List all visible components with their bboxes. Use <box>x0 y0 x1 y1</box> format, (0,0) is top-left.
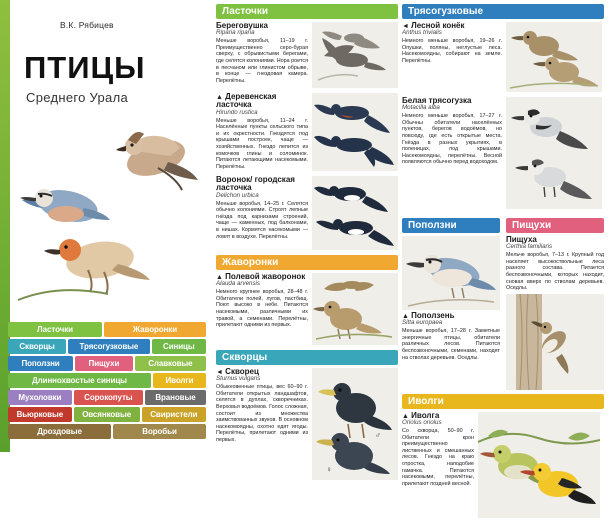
section-header-lastochki: Ласточки <box>216 4 398 19</box>
section-header-pishchuhi: Пищухи <box>506 218 604 233</box>
entry-name-text: Поползень <box>411 311 455 320</box>
bird-illustration-pishchuha <box>506 294 604 390</box>
entry-description: Мельче воробья, 7–13 г. Крупный год населяет высокоствольные леса разного состава. Питается беспозвоночными, которых находит, сновая вверх по стволам деревьев. Оседлы. <box>506 252 604 292</box>
legend-row <box>8 322 206 337</box>
entry-latin-name: Certhia familiaris <box>506 243 553 251</box>
bunting-illustration <box>44 237 150 294</box>
entry-popolzen <box>402 236 500 390</box>
entry-name <box>216 93 308 110</box>
legend-row <box>8 424 206 439</box>
bird-illustration-polevoy-zhavoronok <box>312 273 398 345</box>
legend-item[interactable]: Пищухи <box>75 356 133 371</box>
legend-item[interactable]: Воробьи <box>113 424 206 439</box>
entry-description: Обыкновенные птицы, вес 60–90 г. Обитатели открытых ландшафтов, селятся в дуплах, скворечниках. Верховья водоёмов. Голос сложная, состоит из множества заимствованных звуков. В основном насекомоядны, охотно едят ягоды. Перелётны, прилетают одними из первых. <box>216 384 308 443</box>
waxwing-illustration <box>116 132 198 190</box>
bird-illustration-belaya-tryasoguzka <box>506 97 602 209</box>
legend-item[interactable]: Длиннохвостые синицы <box>8 373 151 388</box>
legend-item[interactable]: Жаворонки <box>104 322 206 337</box>
entry-latin-name: Riparia riparia <box>216 29 255 37</box>
legend-item[interactable]: Славковые <box>135 356 206 371</box>
entry-polevoy-zhavoronok <box>216 273 398 345</box>
legend-item[interactable]: Иволги <box>153 373 206 388</box>
bird-illustration-voronok <box>312 176 398 250</box>
entry-description: Со скворца, 50–90 г. Обитатели крон преимущественно лиственных и смешанных лесов. Гнездо на краю отростка, наподобие гамачка. Питаются насекомыми, перелётны, прилетают поздней весной. <box>402 427 474 487</box>
entry-name: Белая трясогузка <box>402 96 472 105</box>
section-header-zhavoronki: Жаворонки <box>216 255 398 270</box>
section-header-tryasoguzkovye: Трясогузковые <box>402 4 604 19</box>
bullet-triangle-icon: ◄ <box>402 23 409 30</box>
svg-text:♀: ♀ <box>326 465 332 474</box>
entry-description: Меньше воробья, 14–25 г. Селятся обычно колониями. Строят лепные гнёзда под карнизами строений, чаще — каменных, под балконами, в нишах. Кормятся насекомыми — ловят в воздухе. Перелётны. <box>216 200 308 240</box>
cover-bird-illustration <box>8 110 208 310</box>
legend-item[interactable]: Трясогузковые <box>68 339 149 354</box>
bullet-triangle-icon: ▲ <box>402 313 409 320</box>
section-header-popolzni: Поползни <box>402 218 500 233</box>
entry-latin-name: Sitta europaea <box>402 319 443 327</box>
entry-belaya-tryasoguzka <box>402 97 604 209</box>
entry-description: Немного крупнее воробья, 28–48 г. Обитатели полей, лугов, пастбищ. Поют высоко в небе. Питаются насекомыми, различными их травой, а семенами. Перелётны, прилетают одними из первых. <box>216 289 308 329</box>
entry-latin-name: Hirundo rustica <box>216 108 258 116</box>
entry-latin-name: Alauda arvensis <box>216 280 261 288</box>
author-name: В.К. Рябицев <box>60 20 114 30</box>
entry-name-text: Лесной конёк <box>411 21 465 30</box>
bullet-triangle-icon: ▲ <box>216 274 223 281</box>
legend-row <box>8 407 206 422</box>
entry-latin-name: Oriolus oriolus <box>402 419 442 427</box>
bird-illustration-lesnoy-konek <box>506 22 602 92</box>
entry-latin-name: Delichon urbica <box>216 191 259 199</box>
nuthatch-illustration <box>20 185 110 227</box>
legend-item[interactable]: Врановые <box>145 390 206 405</box>
entry-lesnoy-konek <box>402 22 604 92</box>
branch-illustration <box>18 290 108 300</box>
entry-ivolga <box>402 412 604 518</box>
entry-name-text: Деревенская ласточка <box>216 92 277 110</box>
entry-latin-name: Motacilla alba <box>402 104 440 112</box>
legend-item[interactable]: Мухоловки <box>8 390 72 405</box>
bullet-triangle-icon: ◄ <box>216 369 223 376</box>
bird-illustration-beregovushka <box>312 22 398 88</box>
entry-name: Береговушка <box>216 21 268 30</box>
entry-description: Меньше воробья, 11–24 г. Населённые пункты сельского типа и их окрестности. Гнездятся под крышами построек, чаще — хозяйственных. Гнездо лепится из комочков глины и соломинок. Питаются летающими насекомыми. Перелётны. <box>216 117 308 170</box>
bird-illustration-skvorets <box>312 368 398 480</box>
column-right <box>402 0 604 523</box>
bird-illustration-ivolga <box>478 412 600 518</box>
bird-illustration-popolzen <box>402 236 500 310</box>
legend-row <box>8 339 206 354</box>
legend-row <box>8 390 206 405</box>
bullet-triangle-icon: ▲ <box>216 94 223 101</box>
section-header-ivolgi: Иволги <box>402 394 604 409</box>
legend-item[interactable]: Дроздовые <box>8 424 111 439</box>
legend-item[interactable]: Сорокопуты <box>74 390 143 405</box>
entry-latin-name: Anthus trivialis <box>402 29 442 37</box>
legend-item[interactable]: Синицы <box>152 339 206 354</box>
entry-name: Воронок/ городская ласточка <box>216 175 295 193</box>
entry-pishchuha <box>506 236 604 390</box>
legend-item[interactable]: Поползни <box>8 356 73 371</box>
guide-content <box>212 0 608 487</box>
family-legend <box>8 322 206 441</box>
column-left <box>216 0 398 485</box>
legend-item[interactable]: Овсянковые <box>74 407 140 422</box>
entry-name: Пищуха <box>506 235 537 244</box>
entry-description: Немного меньше воробья, 19–26 г. Опушки, поляны, неглустые леса. Насекомоядны, собирают на земле. Перелётны. <box>402 38 502 64</box>
legend-item[interactable]: Ласточки <box>8 322 102 337</box>
entry-skvorets <box>216 368 398 480</box>
bird-illustration-derevenskaya-lastochka <box>312 93 398 171</box>
book-subtitle: Среднего Урала <box>26 90 129 105</box>
entry-voronok <box>216 176 398 250</box>
bullet-triangle-icon: ▲ <box>402 412 409 420</box>
entry-derevenskaya-lastochka <box>216 93 398 171</box>
entry-name-text: Полевой жаворонок <box>225 272 306 281</box>
entry-description: Меньше воробья, 17–28 г. Заметные энергичные птицы, обитатели различных лесов. Питаются беспозвоночными, семенами, находят на стволах деревьев. Оседлы. <box>402 328 500 361</box>
entry-beregovushka <box>216 22 398 88</box>
entry-description: Меньше воробья, 11–19 г. Преимущественно серо-бурая сверху, с обрывистыми берегами, где селятся колониями. Нора роется в песчаном или глинистом обрыве, в конце — гнездовая камера. Перелётны. <box>216 38 308 84</box>
legend-item[interactable]: Вьюрковые <box>8 407 72 422</box>
entry-name-text: Иволга <box>411 410 440 420</box>
entry-description: Немного меньше воробья, 17–27 г. Обычны обитатели населённых пунктов, берегов водоёмов, но повсюду, где есть открытые места. Гнёзда в разных укрытиях, в поленицах, под крышами. Насекомоядны, перелётны. Весной появляются обычно перед водоходом. <box>402 113 502 166</box>
legend-item[interactable]: Свиристели <box>142 407 206 422</box>
legend-item[interactable]: Скворцы <box>8 339 66 354</box>
legend-row <box>8 356 206 371</box>
svg-text:♂: ♂ <box>375 431 381 440</box>
entry-latin-name: Sturnus vulgaris <box>216 375 261 383</box>
book-cover <box>0 0 212 452</box>
book-title: ПТИЦЫ <box>24 50 146 85</box>
entry-name-text: Скворец <box>225 367 259 376</box>
section-header-skvortsy: Скворцы <box>216 350 398 365</box>
legend-row <box>8 373 206 388</box>
